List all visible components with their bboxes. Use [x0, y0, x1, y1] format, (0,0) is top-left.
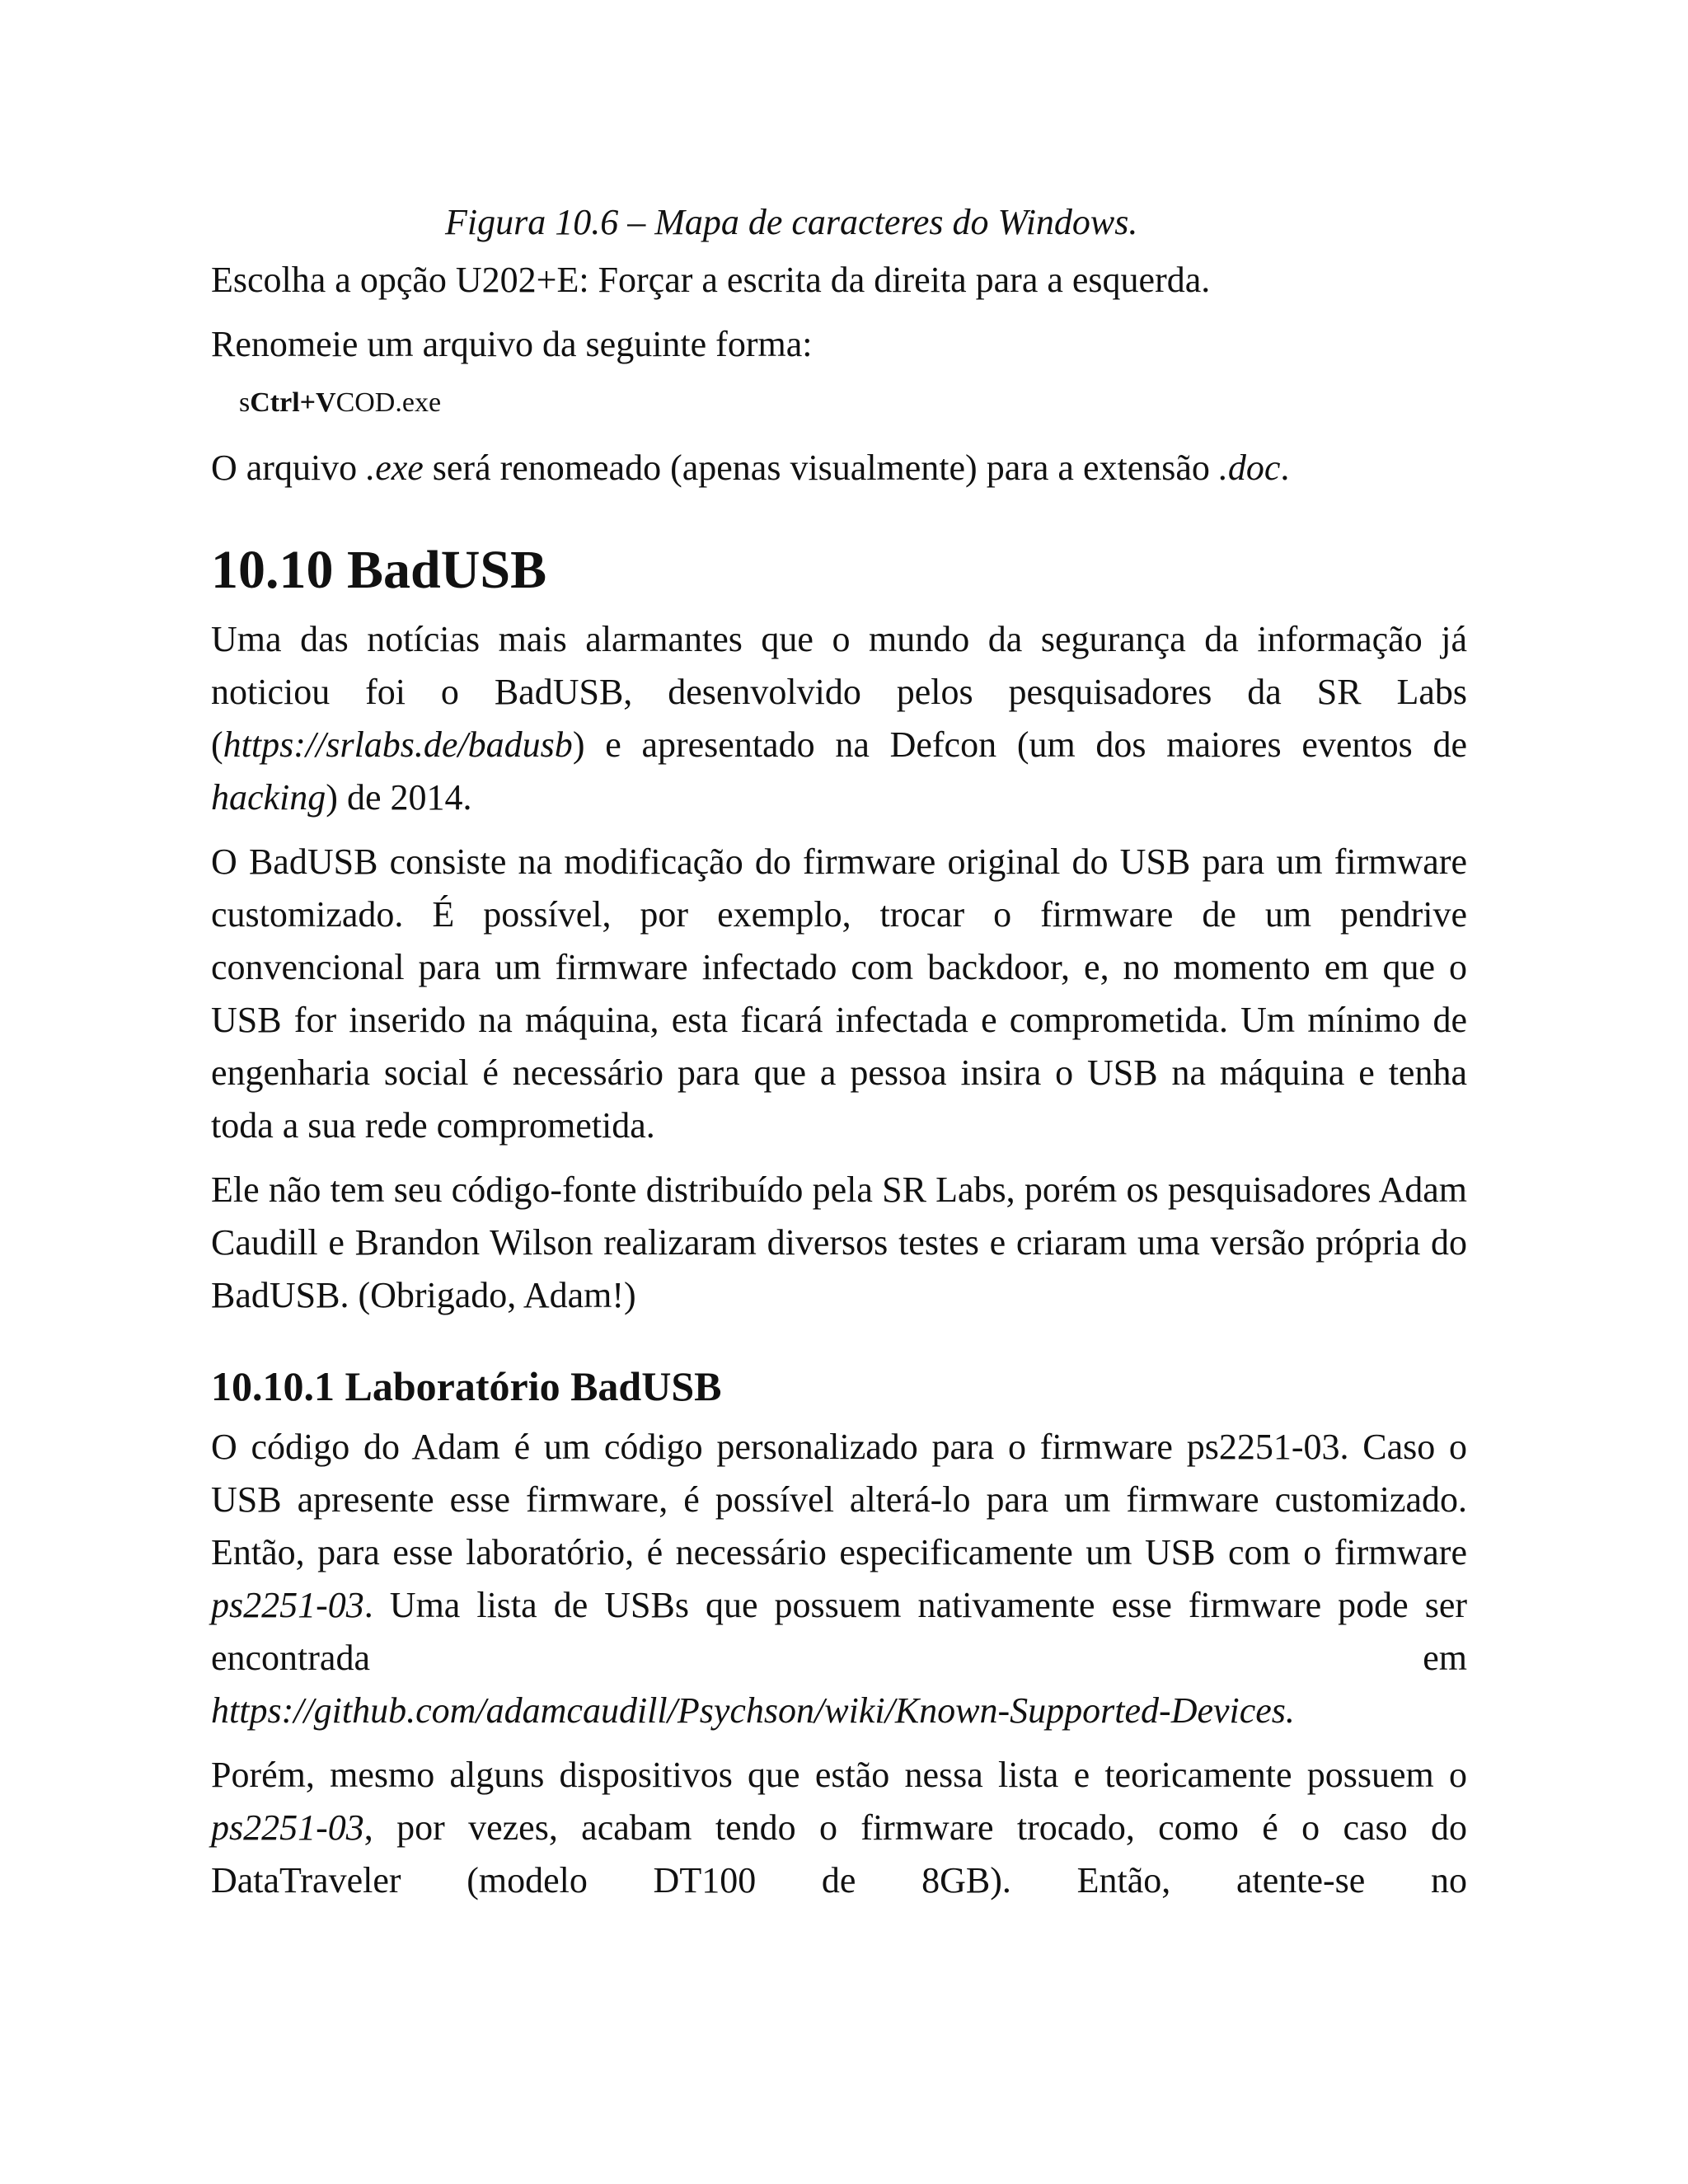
text-run: O código do Adam é um código personalizado para o firmware ps2251-03. Caso o USB apresente esse firmware, é possível alterá-lo para um firmware customizado. Então, para esse laboratório, é necessário especificamente um USB com o firmware: [211, 1427, 1467, 1572]
supported-devices-link: https://github.com/adamcaudill/Psychson/wiki/Known-Supported-Devices.: [211, 1690, 1295, 1731]
paragraph-lab-firmware: [211, 1421, 1467, 1737]
firmware-name: ps2251-03: [211, 1585, 364, 1625]
paragraph-rename-instruction: Renomeie um arquivo da seguinte forma:: [211, 324, 813, 364]
text-run: Uma das notícias mais alarmantes que o mundo da segurança da informação já noticiou foi o BadUSB, desenvolvido pelos pesquisadores da SR Labs (: [211, 619, 1467, 765]
paragraph-badusb-source: Ele não tem seu código-fonte distribuído pela SR Labs, porém os pesquisadores Adam Caudill e Brandon Wilson realizaram diversos testes e criaram uma versão própria do BadUSB. (Obrigado, Adam!): [211, 1169, 1467, 1315]
figure-caption: Figura 10.6 – Mapa de caracteres do Windows.: [445, 202, 1138, 242]
lab-paragraph-main: [211, 1421, 1467, 1685]
srlabs-link: https://srlabs.de/badusb: [223, 724, 573, 765]
paragraph-choose-option: Escolha a opção U202+E: Forçar a escrita da direita para a esquerda.: [211, 260, 1211, 300]
firmware-name: ps2251-03: [211, 1807, 364, 1848]
text-run: O arquivo: [211, 448, 367, 488]
text-run: será renomeado (apenas visualmente) para a extensão: [423, 448, 1219, 488]
page-content: [211, 198, 1467, 1919]
text-run: ) e apresentado na Defcon (um dos maiores eventos de: [572, 724, 1467, 765]
text-run: ) de 2014.: [326, 777, 472, 818]
code-prefix: s: [239, 387, 251, 418]
paragraph-badusb-intro: [211, 613, 1467, 824]
text-run: .: [1280, 448, 1290, 488]
doc-extension: .doc: [1218, 448, 1281, 488]
text-run: Porém, mesmo alguns dispositivos que estão nessa lista e teoricamente possuem o: [211, 1755, 1467, 1795]
section-heading: 10.10 BadUSB: [211, 540, 547, 600]
text-run: , por vezes, acabam tendo o firmware trocado, como é o caso do DataTraveler (modelo DT100 de 8GB). Então, atente-se no: [211, 1807, 1467, 1900]
paragraph-badusb-description: O BadUSB consiste na modificação do firmware original do USB para um firmware customizado. É possível, por exemplo, trocar o firmware de um pendrive convencional para um firmware infectado com backdoor, e, no momento em que o USB for inserido na máquina, esta ficará infectada e comprometida. Um mínimo de engenharia social é necessário para que a pessoa insira o USB na máquina e tenha toda a sua rede comprometida.: [211, 841, 1467, 1146]
subsection-heading: 10.10.1 Laboratório BadUSB: [211, 1363, 722, 1409]
paragraph-rename-result: [211, 442, 1467, 494]
exe-extension: .exe: [366, 448, 424, 488]
hacking-term: hacking: [211, 777, 326, 818]
code-suffix: COD.exe: [335, 387, 442, 418]
text-run: . Uma lista de USBs que possuem nativamente esse firmware pode ser encontrada em: [211, 1585, 1467, 1678]
paragraph-lab-warning: [211, 1749, 1467, 1907]
code-filename-example: [211, 382, 1467, 424]
code-keys: Ctrl+V: [250, 387, 336, 418]
